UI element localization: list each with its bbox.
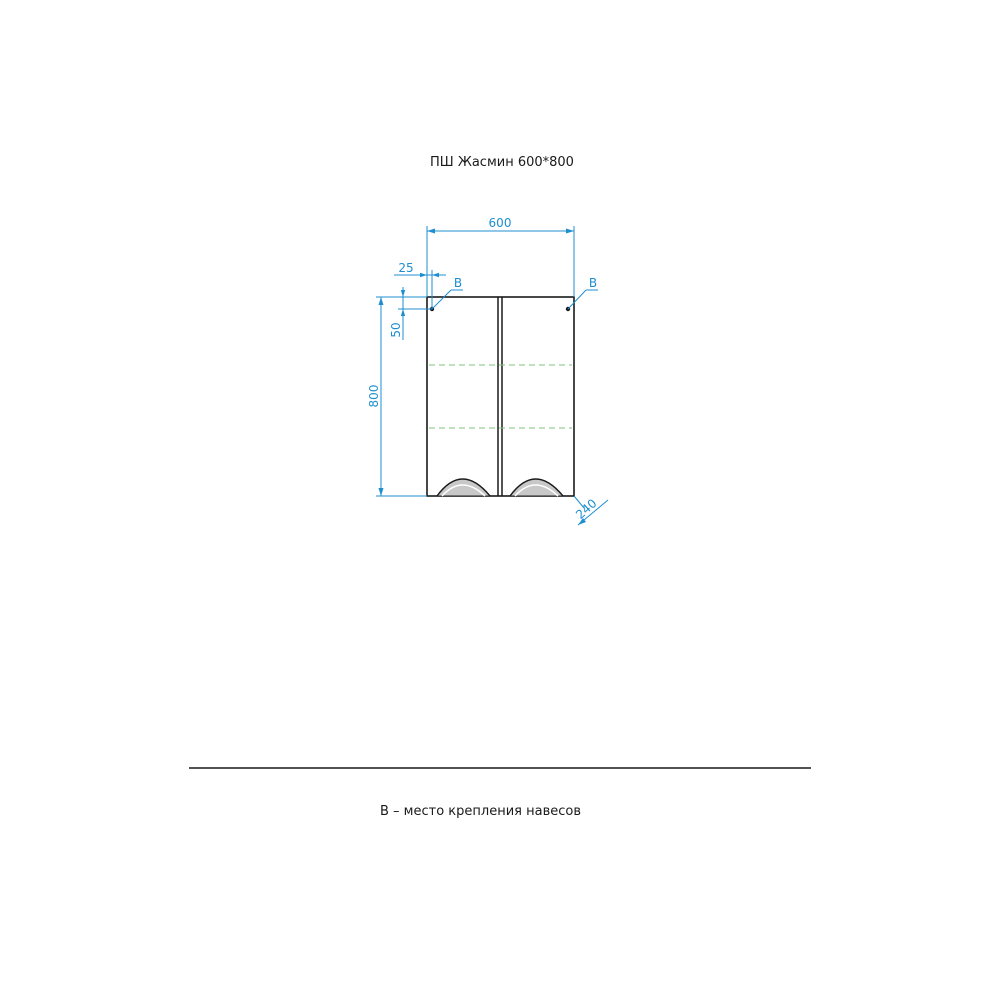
hinge-callout-left: [432, 276, 463, 309]
legend-text: В – место крепления навесов: [380, 804, 581, 819]
drawing-title: ПШ Жасмин 600*800: [430, 155, 574, 170]
left-door-handle: [437, 479, 490, 496]
hinge-label-left: В: [453, 276, 463, 290]
hinge-label-right: В: [588, 276, 598, 290]
cabinet-outline: [427, 297, 574, 496]
hinge-offset-y-dimension: [389, 287, 432, 340]
hinge-offset-x-value: 25: [398, 261, 414, 275]
hinge-callout-right: [568, 276, 598, 309]
height-value: 800: [367, 384, 381, 408]
width-dimension: [427, 216, 574, 297]
depth-value: 240: [573, 496, 600, 522]
cabinet-body: [427, 297, 574, 496]
right-door-handle: [510, 479, 563, 496]
hinge-offset-x-dimension: [394, 261, 446, 309]
depth-dimension: [573, 496, 608, 525]
width-value: 600: [488, 216, 512, 230]
hinge-offset-y-value: 50: [389, 322, 403, 338]
